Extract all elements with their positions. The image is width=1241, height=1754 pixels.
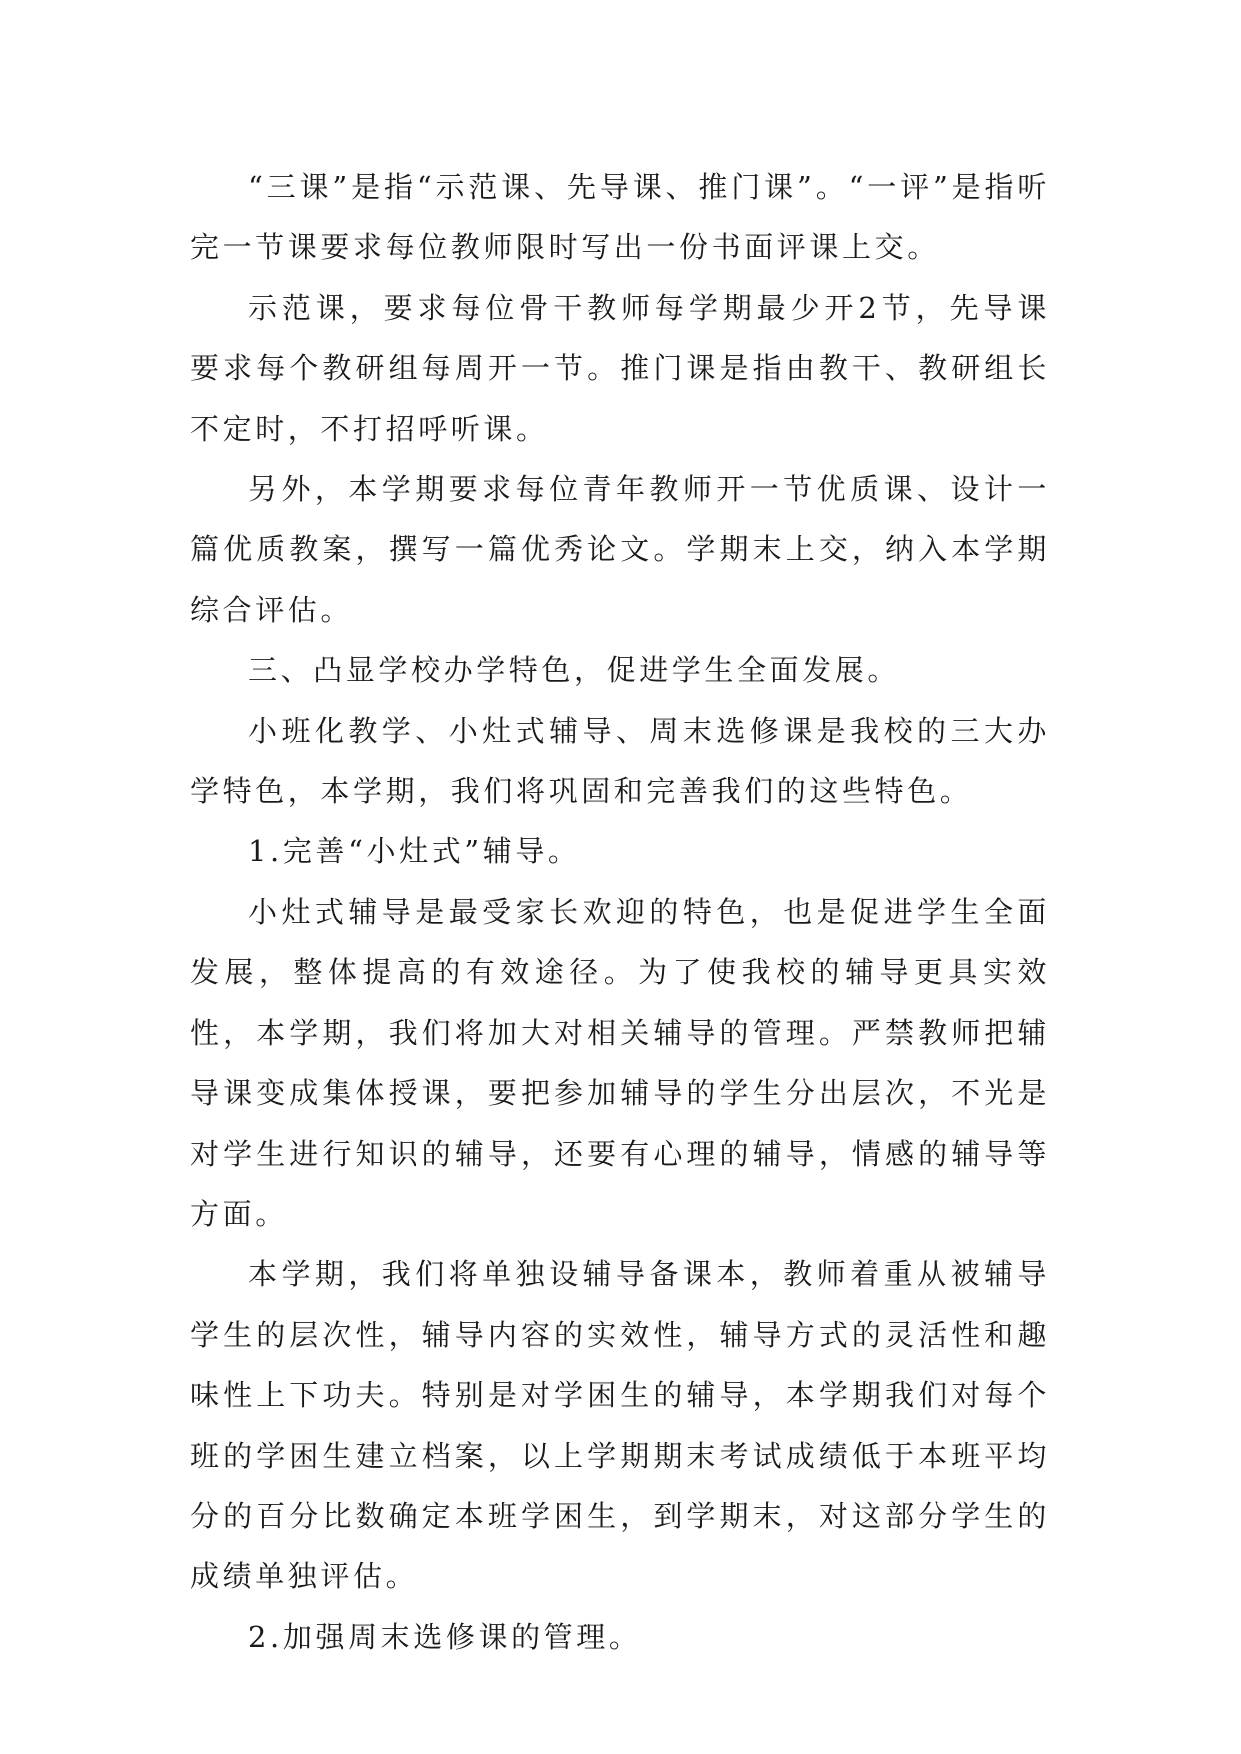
subheading-small-tutoring: 1.完善“小灶式”辅导。 [248, 834, 581, 869]
section-heading-school-features: 三、凸显学校办学特色，促进学生全面发展。 [248, 653, 901, 688]
paragraph-demonstration-lessons: 示范课，要求每位骨干教师每学期最少开2节，先导课要求每个教研组每周开一节。推门课是指由教干、教研组长不定时，不打招呼听课。 [190, 290, 1050, 446]
paragraph-young-teachers: 另外，本学期要求每位青年教师开一节优质课、设计一篇优质教案，撰写一篇优秀论文。学期末上交，纳入本学期综合评估。 [190, 472, 1050, 627]
paragraph-tutoring-prep-book: 本学期，我们将单独设辅导备课本，教师着重从被辅导学生的层次性，辅导内容的实效性，辅导方式的灵活性和趣味性上下功夫。特别是对学困生的辅导，本学期我们对每个班的学困生建立档案，以上学期期末考试成绩低于本班平均分的百分比数确定本班学困生，到学期末，对这部分学生的成绩单独评估。 [190, 1257, 1050, 1594]
subheading-weekend-electives: 2.加强周末选修课的管理。 [248, 1619, 642, 1654]
paragraph-tutoring-management: 小灶式辅导是最受家长欢迎的特色，也是促进学生全面发展，整体提高的有效途径。为了使我校的辅导更具实效性，本学期，我们将加大对相关辅导的管理。严禁教师把辅导课变成集体授课，要把参加辅导的学生分出层次，不光是对学生进行知识的辅导，还要有心理的辅导，情感的辅导等方面。 [190, 894, 1050, 1231]
paragraph-three-lessons-one-review: “三课”是指“示范课、先导课、推门课”。“一评”是指听完一节课要求每位教师限时写出一份书面评课上交。 [190, 170, 1050, 265]
document-body [190, 157, 1050, 1667]
paragraph-three-features: 小班化教学、小灶式辅导、周末选修课是我校的三大办学特色，本学期，我们将巩固和完善我们的这些特色。 [190, 713, 1050, 809]
